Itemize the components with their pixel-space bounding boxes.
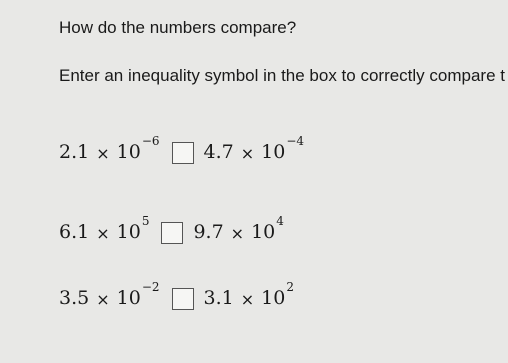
left-expression	[59, 134, 160, 163]
times-symbol: ×	[96, 224, 110, 243]
comparison-row	[59, 134, 305, 167]
exponent: 2	[286, 280, 294, 294]
inequality-input-box[interactable]	[161, 222, 183, 244]
base: 10	[116, 221, 141, 243]
mantissa: 3.5	[59, 287, 90, 309]
base: 10	[116, 287, 141, 309]
times-symbol: ×	[96, 144, 110, 163]
exponent: −2	[141, 280, 160, 294]
inequality-input-box[interactable]	[172, 142, 194, 164]
exponent: −4	[286, 134, 305, 148]
base: 10	[261, 141, 286, 163]
question-text: How do the numbers compare?	[59, 18, 297, 37]
base: 10	[251, 221, 276, 243]
mantissa: 4.7	[203, 141, 234, 163]
mantissa: 9.7	[193, 221, 224, 243]
base: 10	[261, 287, 286, 309]
exponent: 4	[276, 214, 284, 228]
mantissa: 2.1	[59, 141, 90, 163]
times-symbol: ×	[230, 224, 245, 243]
times-symbol: ×	[240, 144, 255, 163]
right-expression	[193, 214, 284, 243]
comparison-row	[59, 214, 284, 247]
exponent: −6	[141, 134, 160, 148]
right-expression	[203, 134, 305, 163]
base: 10	[116, 141, 141, 163]
comparison-row	[59, 280, 294, 313]
left-expression	[59, 280, 160, 309]
exponent: 5	[141, 214, 150, 228]
inequality-input-box[interactable]	[172, 288, 194, 310]
times-symbol: ×	[96, 290, 110, 309]
right-expression	[203, 280, 294, 309]
mantissa: 3.1	[203, 287, 234, 309]
instruction-text: Enter an inequality symbol in the box to correctly compare t	[59, 66, 505, 85]
mantissa: 6.1	[59, 221, 90, 243]
left-expression	[59, 214, 150, 243]
times-symbol: ×	[240, 290, 255, 309]
